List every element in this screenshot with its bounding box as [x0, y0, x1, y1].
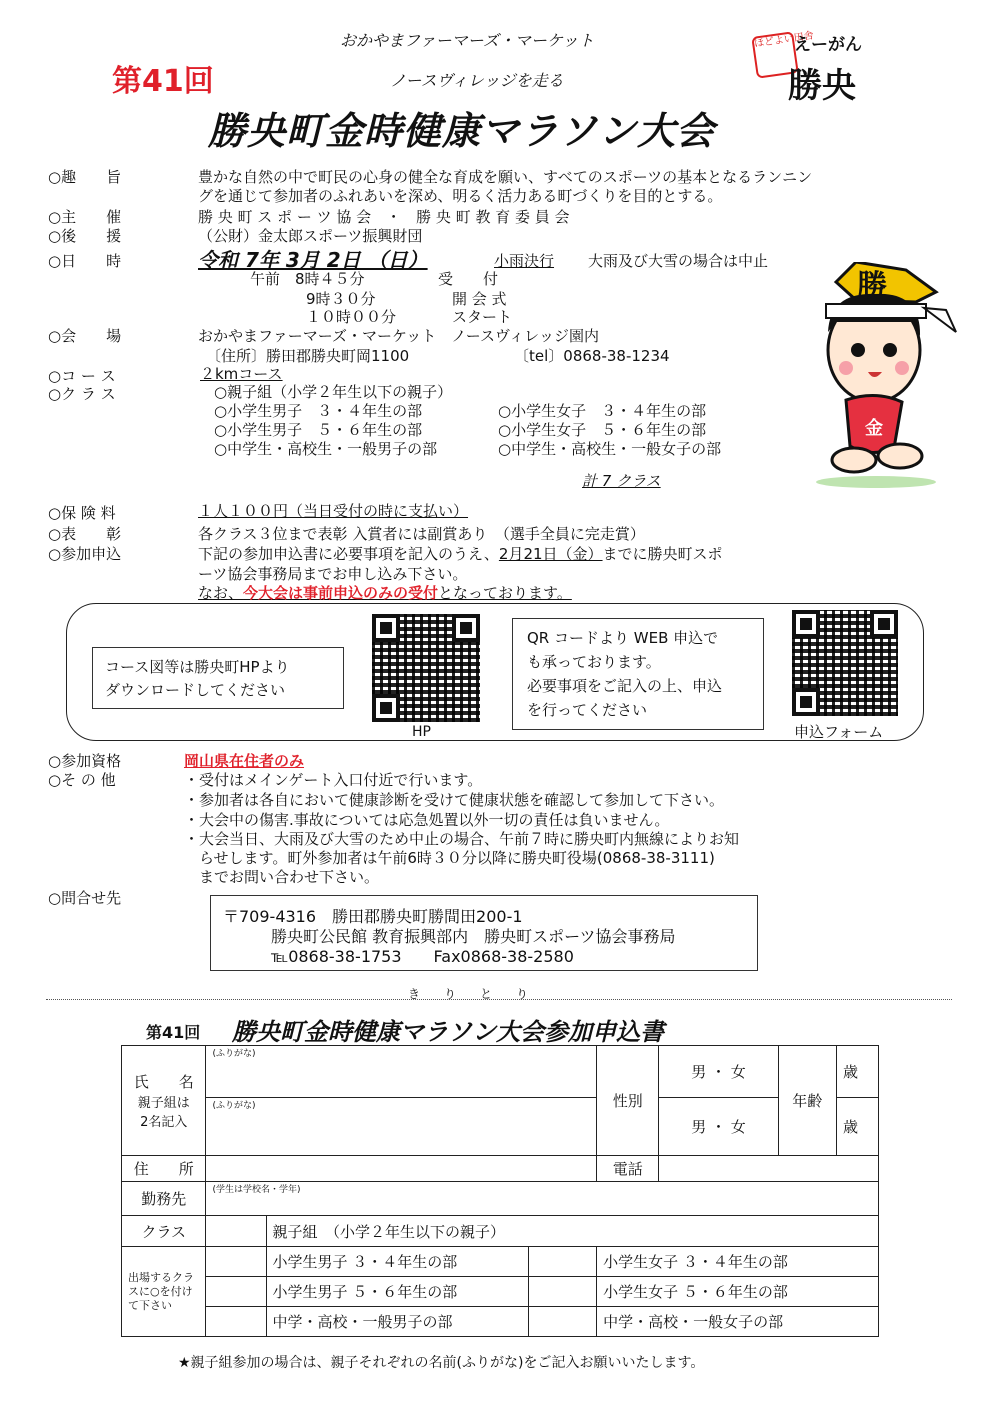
furigana-label-1: (ふりがな) [212, 1049, 256, 1059]
qr-finder [792, 688, 820, 716]
cut-line [46, 999, 952, 1000]
mascot-eye-right [883, 343, 897, 357]
venue-name: おかやまファーマーズ・マーケット ノースヴィレッジ園内 [198, 327, 599, 345]
apply-line-3b: となっております。 [438, 584, 572, 602]
class-left-2: ○小学生男子 ５・６年生の部 [214, 421, 423, 439]
edition-label: 第41回 [112, 64, 214, 99]
apply-line-3a: なお、 [198, 584, 244, 602]
class-parent-child: ○親子組（小学２年生以下の親子） [214, 383, 453, 401]
date-label: ○日 時 [48, 252, 122, 270]
eligibility-label: ○参加資格 [48, 752, 122, 770]
class-check-right-2[interactable] [529, 1277, 597, 1307]
class-check-left-2[interactable] [206, 1277, 266, 1307]
class-option-left-2: 小学生男子 ５・６年生の部 [266, 1277, 529, 1307]
schedule-event-2: 開 会 式 [452, 290, 507, 308]
mascot-cheek-right [895, 361, 909, 375]
class-right-2: ○小学生女子 ５・６年生の部 [498, 421, 707, 439]
town-logo [753, 26, 864, 106]
host-value: 勝 央 町 ス ポ ー ツ 協 会 ・ 勝 央 町 教 育 委 員 会 [198, 208, 570, 226]
furigana-label-2: (ふりがな) [212, 1101, 256, 1111]
contact-address: 〒709-4316 勝田郡勝央町勝間田200-1 [223, 907, 523, 926]
apply-line-2: ーツ協会事務局までお申し込み下さい。 [198, 565, 468, 583]
mascot-leg-left [832, 448, 876, 472]
gender-choice-1[interactable]: 男 ・ 女 [659, 1046, 778, 1098]
venue-label: ○会 場 [48, 327, 122, 345]
contact-phone: ℡0868-38-1753 Fax0868-38-2580 [271, 947, 574, 966]
mascot-headband-tail [924, 308, 956, 332]
venue-tel: 〔tel〕0868-38-1234 [514, 347, 670, 365]
host-label: ○主 催 [48, 208, 122, 226]
sponsor-label: ○後 援 [48, 227, 122, 245]
web-note-1: QR コードより WEB 申込で [527, 629, 719, 647]
mascot-eye-left [851, 343, 865, 357]
organizer-line: おかやまファーマーズ・マーケット [340, 31, 595, 50]
hp-qr-label: HP [412, 724, 431, 740]
schedule-time-2: 9時３０分 [306, 290, 376, 308]
page-title: 勝央町金時健康マラソン大会 [208, 109, 716, 153]
contact-label: ○問合せ先 [48, 889, 122, 907]
class-left-1: ○小学生男子 ３・４年生の部 [214, 402, 423, 420]
apply-notice: 今大会は事前申込のみの受付 [243, 584, 439, 602]
age-input-1[interactable]: 歳 [836, 1046, 878, 1098]
form-title: 勝央町金時健康マラソン大会参加申込書 [232, 1018, 664, 1046]
logo-slogan: えーがん [794, 35, 862, 55]
web-note-box [512, 618, 764, 730]
form-edition: 第41回 [146, 1023, 201, 1042]
class-option-parent: 親子組 （小学２年生以下の親子） [266, 1216, 878, 1247]
phone-label: 電話 [597, 1156, 659, 1182]
class-option-right-1: 小学生女子 ３・４年生の部 [597, 1247, 879, 1277]
schedule-event-3: スタート [452, 308, 513, 326]
insurance-value: １人１００円（当日受付の時に支払い） [198, 502, 469, 520]
purpose-text-2: グを通じて参加者のふれあいを深め、明るく活力ある町づくりを目的とする。 [198, 187, 723, 205]
other-item-1: ・受付はメインゲート入口付近で行います。 [184, 771, 483, 789]
purpose-text-1: 豊かな自然の中で町民の心身の健全な育成を願い、すべてのスポーツの基本となるランニン [198, 168, 813, 186]
qr-finder [792, 610, 820, 638]
apply-line-1 [198, 543, 723, 564]
venue-address: 〔住所〕勝田郡勝央町岡1100 [206, 347, 410, 365]
form-qr-label: 申込フォーム [794, 723, 884, 741]
rain-policy: 小雨決行 [494, 252, 555, 270]
class-check-left-3[interactable] [206, 1307, 266, 1337]
address-label: 住 所 [122, 1156, 206, 1182]
class-instruction: 出場するクラスに○を付けて下さい [122, 1247, 206, 1337]
name-label: 氏 名 [133, 1073, 194, 1091]
class-right-3: ○中学生・高校生・一般女子の部 [498, 440, 722, 458]
sponsor-value: （公財）金太郎スポーツ振興財団 [198, 227, 423, 245]
class-option-left-1: 小学生男子 ３・４年生の部 [266, 1247, 529, 1277]
gender-choice-2[interactable]: 男 ・ 女 [659, 1098, 778, 1156]
contact-office: 勝央町公民館 教育振興部内 勝央町スポーツ協会事務局 [271, 927, 676, 946]
apply-line-1a: 下記の参加申込書に必要事項を記入のうえ、 [198, 545, 499, 563]
schedule-event-1: 受 付 [438, 270, 499, 288]
class-left-3: ○中学生・高校生・一般男子の部 [214, 440, 438, 458]
age-label: 年齢 [778, 1046, 836, 1156]
qr-finder [372, 614, 400, 642]
name-input-2[interactable] [206, 1098, 597, 1156]
cancel-policy: 大雨及び大雪の場合は中止 [588, 252, 769, 270]
class-label: ○ク ラ ス [48, 385, 116, 403]
class-total: 計 7 クラス [582, 472, 661, 490]
eligibility-value: 岡山県在住者のみ [184, 752, 305, 770]
name-input-1[interactable] [206, 1046, 597, 1098]
other-item-6: までお問い合わせ下さい。 [184, 868, 380, 886]
mascot-bib-char: 金 [865, 418, 883, 439]
schedule-time-3: １０時００分 [306, 308, 397, 326]
workplace-note: (学生は学校名・学年) [212, 1185, 301, 1195]
class-check-right-1[interactable] [529, 1247, 597, 1277]
award-value: 各クラス３位まで表彰 入賞者には副賞あり （選手全員に完走賞） [198, 525, 645, 543]
apply-line-1b: までに勝央町スポ [602, 545, 723, 563]
qr-finder [870, 610, 898, 638]
name-cell [122, 1046, 206, 1156]
class-check-right-3[interactable] [529, 1307, 597, 1337]
award-label: ○表 彰 [48, 525, 122, 543]
mascot-helmet-char: 勝 [857, 269, 887, 304]
web-note-3: 必要事項をご記入の上、申込 [527, 677, 723, 695]
qr-finder [372, 694, 400, 722]
logo-badge: ほどよい田舎 [751, 31, 798, 78]
class-form-label: クラス [122, 1216, 206, 1247]
mascot-headband [826, 304, 926, 318]
mascot-leg-right [878, 444, 922, 468]
hp-qr-code[interactable] [372, 614, 480, 722]
mascot-illustration [796, 262, 966, 492]
other-item-5: らせします。町外参加者は午前6時３０分以降に勝央町役場(0868-38-3111) [184, 849, 715, 867]
apply-deadline: 2月21日（金） [498, 545, 603, 563]
apply-line-3 [198, 582, 572, 603]
course-note-1: コース図等は勝央町HPより [105, 658, 290, 676]
phone-input[interactable] [659, 1156, 879, 1182]
mascot-grass [816, 476, 936, 488]
class-option-right-2: 小学生女子 ５・６年生の部 [597, 1277, 879, 1307]
schedule-time-1: 午前 8時４５分 [250, 270, 365, 288]
form-footnote: ★親子組参加の場合は、親子それぞれの名前(ふりがな)をご記入お願いいたします。 [178, 1355, 705, 1371]
class-check-parent[interactable] [206, 1216, 266, 1247]
course-value: ２kmコース [200, 365, 283, 383]
web-note-2: も承っております。 [527, 653, 661, 671]
class-check-left-1[interactable] [206, 1247, 266, 1277]
name-note-1: 親子組は [137, 1096, 190, 1111]
event-date: 令和 7年 3月 2日 （日） [198, 248, 428, 272]
logo-town-name: 勝央 [788, 66, 856, 106]
other-item-2: ・参加者は各自において健康診断を受けて健康状態を確認して参加して下さい。 [184, 791, 725, 809]
subtitle: ノースヴィレッジを走る [390, 71, 564, 90]
contact-box [210, 895, 758, 971]
web-note-4: を行ってください [527, 701, 648, 719]
qr-finder [452, 614, 480, 642]
class-option-left-3: 中学・高校・一般男子の部 [266, 1307, 529, 1337]
purpose-label: ○趣 旨 [48, 168, 122, 186]
class-option-right-3: 中学・高校・一般女子の部 [597, 1307, 879, 1337]
form-qr-code[interactable] [792, 610, 898, 716]
course-note-2: ダウンロードしてください [105, 681, 286, 699]
workplace-input[interactable] [206, 1182, 879, 1216]
mascot-cheek-left [839, 361, 853, 375]
workplace-label: 勤務先 [122, 1182, 206, 1216]
other-item-4: ・大会当日、大雨及び大雪のため中止の場合、午前７時に勝央町内無線によりお知 [184, 830, 740, 848]
cutline-kana: き り と り [408, 987, 529, 1001]
apply-label: ○参加申込 [48, 545, 122, 563]
other-item-3: ・大会中の傷害.事故については応急処置以外一切の責任は負いません。 [184, 811, 670, 829]
application-form [121, 1045, 879, 1337]
age-input-2[interactable]: 歳 [836, 1098, 878, 1156]
address-input[interactable] [206, 1156, 597, 1182]
class-right-1: ○小学生女子 ３・４年生の部 [498, 402, 707, 420]
course-note-box [92, 647, 344, 709]
other-label: ○そ の 他 [48, 771, 116, 789]
gender-label: 性別 [597, 1046, 659, 1156]
course-label: ○コ ー ス [48, 367, 116, 385]
insurance-label: ○保 険 料 [48, 504, 116, 522]
name-note-2: 2名記入 [140, 1115, 188, 1130]
